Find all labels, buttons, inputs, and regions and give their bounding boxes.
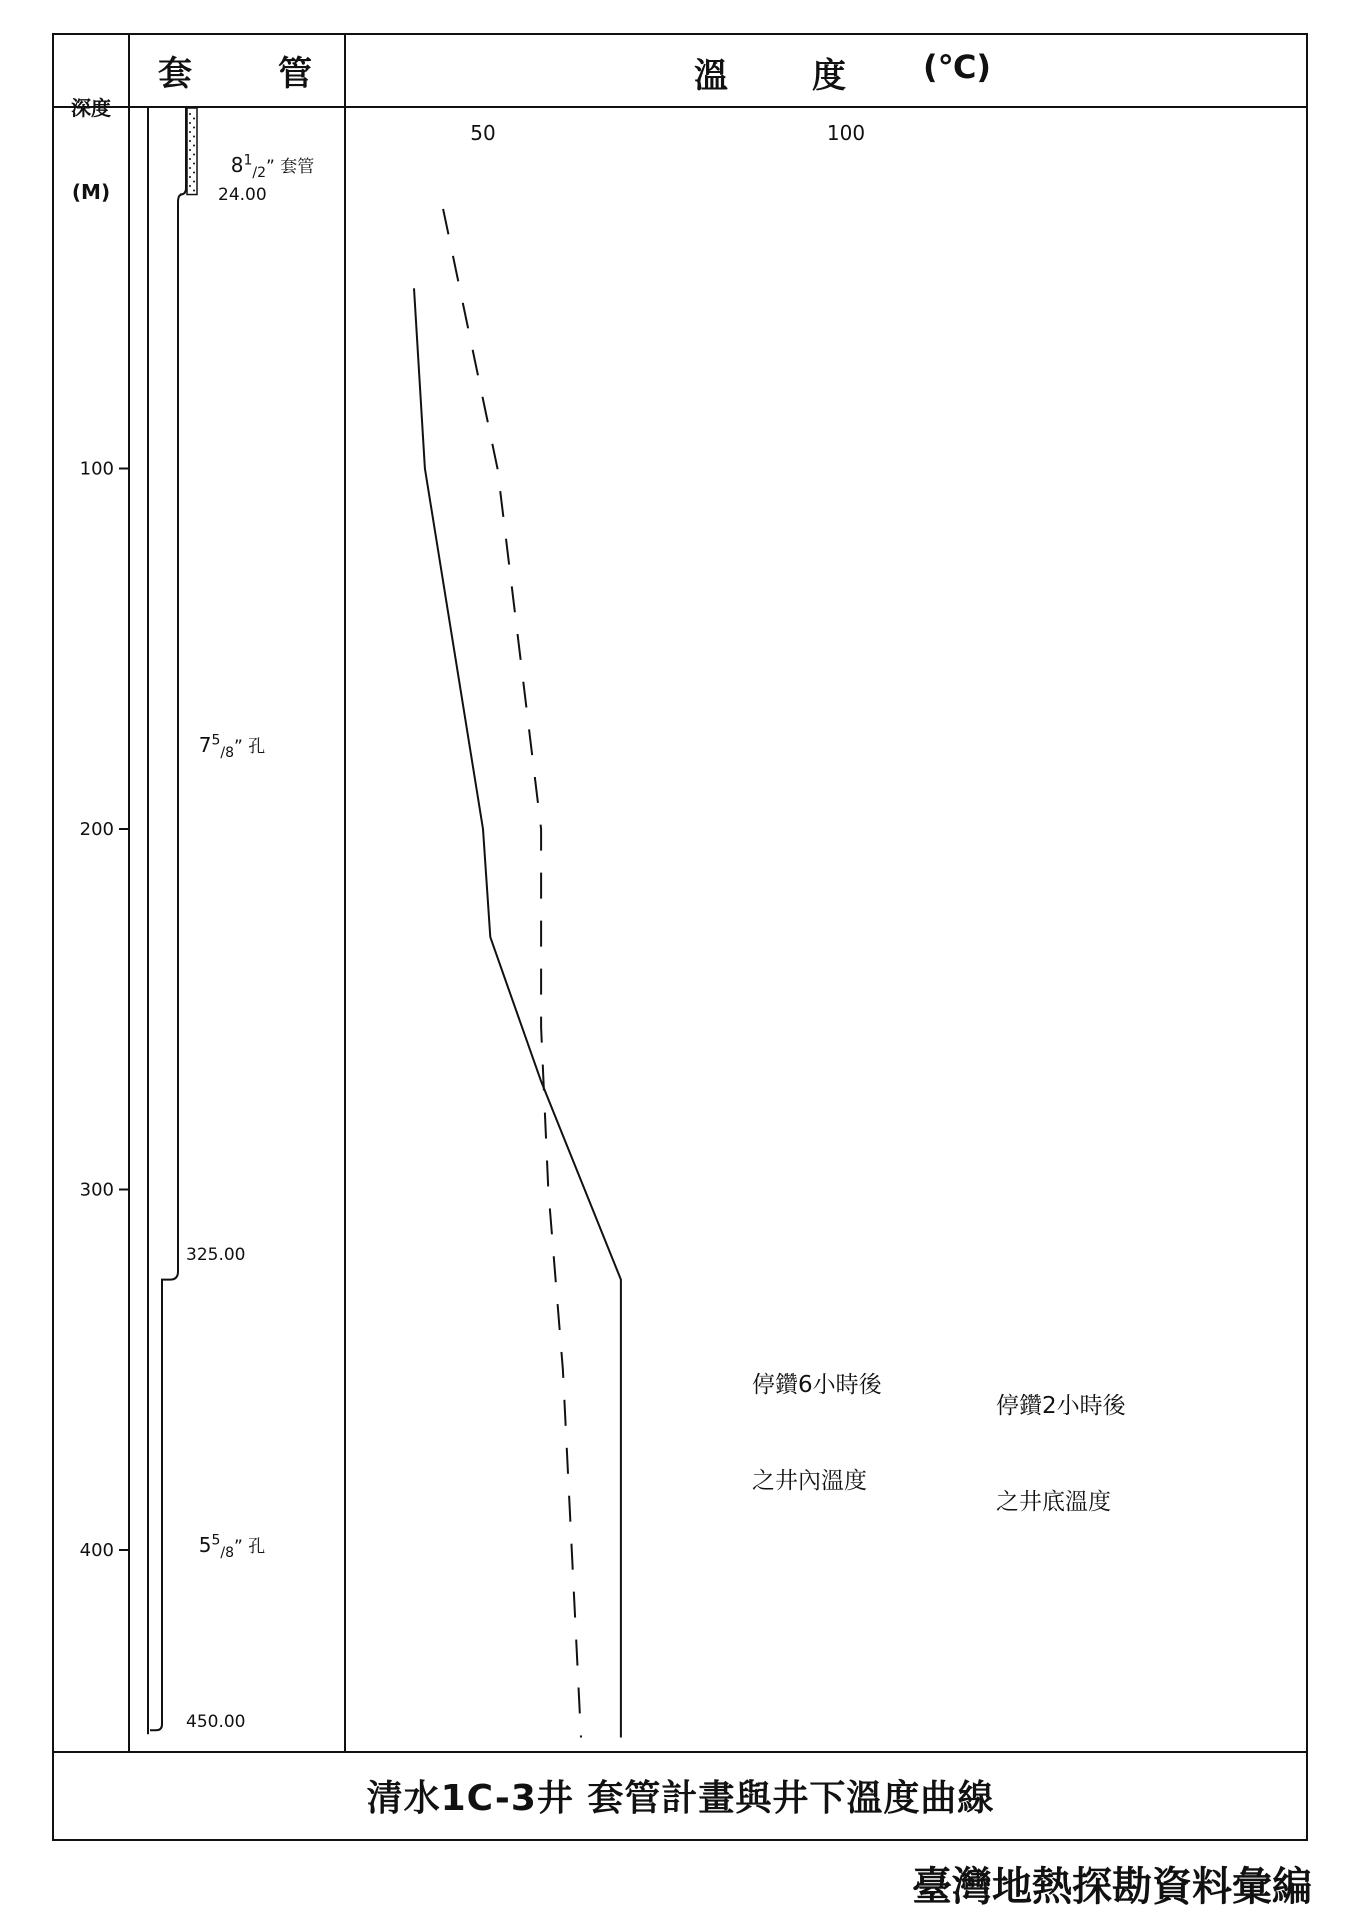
casing-dot [193, 181, 195, 183]
depth-tick-label: 300 [79, 1179, 114, 1201]
depth-axis [80, 459, 129, 1562]
casing-dot [193, 127, 195, 129]
depth-header-unit: (M) [71, 180, 111, 204]
depth-tick-label: 100 [79, 458, 114, 480]
depth-header-title: 深度 [71, 96, 111, 120]
temp-tick-label: 100 [826, 121, 866, 145]
hole-profile [150, 108, 186, 1730]
casing-dot [189, 176, 191, 178]
casing-dot [193, 163, 195, 165]
casing-label-main: 8 [230, 153, 244, 177]
casing-dot [189, 167, 191, 169]
casing-dot [193, 190, 195, 192]
temperature-curves [414, 209, 621, 1738]
annotation-dashed-line-1: 停鑽6小時後 [752, 1372, 882, 1398]
casing-dot [193, 136, 195, 138]
hole2-label-num: 5 [211, 1532, 221, 1549]
publication-credit: 臺灣地熱探勘資料彙編 [912, 1864, 1312, 1910]
depth-header [53, 38, 129, 234]
casing-depth-24: 24.00 [218, 185, 267, 205]
temp-header-char-1: 溫 [694, 56, 728, 96]
casing-dot [189, 131, 191, 133]
casing-dot [189, 185, 191, 187]
hole2-label-tail: ” 孔 [234, 1537, 266, 1557]
chart-title: 清水1C-3井 套管計畫與井下溫度曲線 [366, 1778, 995, 1819]
hole-label-den: /8 [220, 745, 234, 761]
annotation-dashed-line-2: 之井內溫度 [752, 1468, 867, 1494]
annotation-dashed-series [752, 1305, 882, 1529]
hole-depth-325: 325.00 [186, 1245, 246, 1265]
casing-dot [193, 118, 195, 120]
temp-header-unit: (℃) [923, 48, 991, 86]
casing-dot [193, 154, 195, 156]
casing-dot [189, 158, 191, 160]
hole2-label-main: 5 [198, 1533, 212, 1557]
casing-label-den: /2 [252, 165, 266, 181]
casing-dot [193, 145, 195, 147]
hole-label-7-5-8 [186, 708, 265, 761]
temperature-axis [470, 121, 865, 145]
temperature-series-solid [414, 288, 621, 1737]
annotation-solid-line-1: 停鑽2小時後 [996, 1393, 1126, 1419]
casing-shell [187, 108, 197, 195]
casing-dot [189, 122, 191, 124]
casing-dot [189, 140, 191, 142]
hole2-label-den: /8 [220, 1545, 234, 1561]
casing-header-char-2: 管 [278, 54, 312, 94]
temperature-series-dashed [443, 209, 581, 1738]
annotation-solid-series [996, 1326, 1126, 1550]
outer-frame [53, 34, 1307, 1840]
temp-tick-label: 50 [470, 121, 496, 145]
casing-dot [189, 149, 191, 151]
hole-label-main: 7 [198, 733, 212, 757]
depth-tick-label: 200 [79, 819, 114, 840]
depth-tick-label: 400 [79, 1540, 114, 1561]
casing-diagram [148, 108, 197, 1734]
casing-dot [189, 113, 191, 115]
casing-header-char-1: 套 [158, 54, 192, 94]
casing-label-tail: ” 套管 [266, 157, 315, 177]
hole-label-5-5-8 [186, 1508, 265, 1561]
casing-label-num: 1 [243, 152, 253, 169]
casing-dot [193, 172, 195, 174]
hole-label-tail: ” 孔 [234, 737, 266, 757]
temp-header-char-2: 度 [812, 56, 846, 96]
hole-depth-450: 450.00 [186, 1712, 246, 1732]
annotation-solid-line-2: 之井底溫度 [996, 1489, 1111, 1515]
casing-label-8-1-2 [218, 128, 314, 181]
hole-label-num: 5 [211, 732, 221, 749]
